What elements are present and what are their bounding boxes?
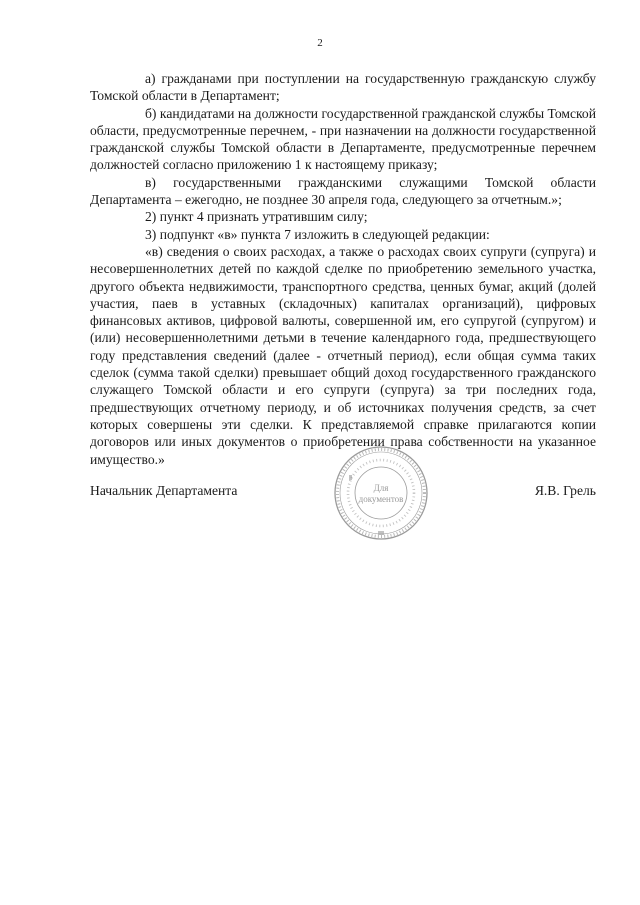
signatory-name: Я.В. Грель [534, 483, 596, 498]
page-number: 2 [317, 37, 323, 49]
stamp-text-line-2: документов [358, 494, 404, 504]
paragraph-item-2: 2) пункт 4 признать утратившим силу; [145, 209, 368, 225]
stamp-text-line-1: Для [373, 483, 389, 493]
paragraph-item-3: 3) подпункт «в» пункта 7 изложить в следующей редакции: [145, 226, 490, 242]
paragraph-v: в) государственными гражданскими служащими Томской области Департамента – ежегодно, не позднее 30 апреля года, следующего за отчетным.»; [90, 174, 596, 208]
paragraph-a: а) гражданами при поступлении на государственную гражданскую службу Томской области в Департамент; [90, 71, 596, 104]
document-body [90, 70, 596, 468]
signatory-position: Начальник Департамента [90, 483, 238, 498]
round-stamp-image [333, 445, 429, 541]
paragraph-b: б) кандидатами на должности государственной гражданской службы Томской области, предусмотренные перечнем, - при назначении на должности государственной гражданской службы Томской области в Департаменте, предусмотренные перечнем должностей согласно приложению 1 к настоящему приказу; [90, 105, 596, 173]
paragraph-subitem-v-text: «в) сведения о своих расходах, а также о расходах своих супруги (супруга) и несовершеннолетних детей по каждой сделке по приобретению земельного участка, другого объекта недвижимости, транспортного средства, ценных бумаг, акций (долей участия, паев в уставных (складочных) капиталах организаций), цифровых финансовых активов, цифровой валюты, совершенной им, его супругой (супругом) и (или) несовершеннолетними детьми в течение календарного года, предшествующего году представления сведений (далее - отчетный период), если общая сумма таких сделок (сумма такой сделки) превышает общий доход государственного гражданского служащего Томской области и его супруги (супруга) за три последних года, предшествующих отчетному периоду, и об источниках получения средств, за счет которых совершены эти сделки. К представляемой справке прилагаются копии договоров или иных документов о приобретении права собственности на указанное имущество.» [90, 243, 596, 467]
